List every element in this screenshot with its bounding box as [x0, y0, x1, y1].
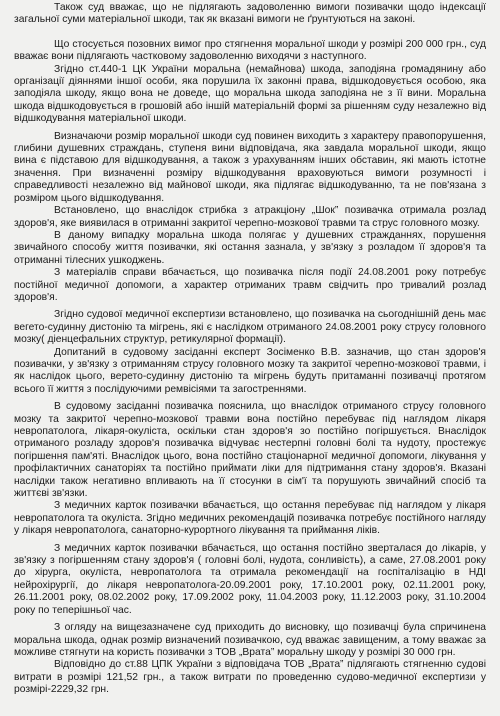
paragraph-6: В даному випадку моральна шкода полягає у душевних стражданнях, порушення звичайного способу життя позивачки, які остання зазнала, у зв'язку з розладом її здоров'я та отриманні тілесних ушкоджень.	[14, 229, 486, 266]
paragraph-1: Також суд вважає, що не підлягають задоволенню вимоги позивачки щодо індексації загальної суми матеріальної шкоди, так як вказані вимоги не ґрунтуються на законі.	[14, 2, 486, 26]
paragraph-2: Що стосується позовних вимог про стягнення моральної шкоди у розмірі 200 000 грн., суд вважає вони підлягають частковому задоволенню виходячи з наступного.	[14, 38, 486, 63]
paragraph-3: Згідно ст.440-1 ЦК України моральна (немайнова) шкода, заподіяна громадянину або організації діяннями іншої особи, яка порушила їх законні права, відшкодовується особою, яка заподіяла шкоду, якщо вона не доведе, що моральна шкода заподіяна не з її вини. Моральна шкода відшкодовується в грошовій або іншій матеріальній формі за рішенням суду незалежно від відшкодування матеріальної шкоди.	[14, 63, 486, 125]
paragraph-11: З медичних карток позивачки вбачається, що остання перебуває під наглядом у лікаря невропатолога та окуліста. Згідно медичних рекомендацій позивачка потребує постійного нагляду у лікаря невропатолога, санаторно-курортного лікування та приймання ліків.	[14, 500, 486, 537]
paragraph-7: З матеріалів справи вбачається, що позивачка після події 24.08.2001 року потребує постійної медичної допомоги, а характер отриманих травм свідчить про тривалий розлад здоров'я.	[14, 267, 486, 303]
paragraph-14: Відповідно до ст.88 ЦПК України з відповідача ТОВ „Врата” підлягають стягненню судові витрати в розмірі 121,52 грн., а також витрати по проведенню судово-медичної експертизи у розмірі-2229,32 грн.	[14, 659, 486, 696]
paragraph-13: З огляду на вищезазначене суд приходить до висновку, що позивачці була спричинена моральна шкода, однак розмір визначений позивачкою, суд вважає завищеним, а тому вважає за можливе стягнути на користь позивачки з ТОВ „Врата” моральну шкоду у розмірі 30 000 грн.	[14, 622, 486, 658]
paragraph-5: Встановлено, що внаслідок стрибка з атракціону „Шок” позивачка отримала розлад здоров'я, яке виявилася в отриманні закритої черепно-мозкової травми та струс головного мозку.	[14, 205, 486, 229]
paragraph-12: З медичних карток позивачки вбачається, що остання постійно зверталася до лікарів, у зв'язку з погіршенням стану здоров'я ( головні болі, нудота, сонливість), а саме, 27.08.2001 року до хірурга, окуліста, невропатолога та отримала рекомендації на госпіталізацію в НДІ нейрохірургії, до лікаря невропатолога-20.09.2001 року, 17.10.2001 року, 02.11.2001 року, 26.11.2001 року, 08.02.2002 року, 17.09.2002 року, 11.04.2003 року, 11.12.2003 року, 31.10.2004 року по теперішньої час.	[14, 542, 486, 616]
paragraph-4: Визначаючи розмір моральної шкоди суд повинен виходить з характеру правопорушення, глибини душевних страждань, ступеня вини відповідача, яка завдала моральної шкоди, якщо вина є підставою для відшкодування, а також з урахуванням інших обставин, які мають істотне значення. При визначенні розміру відшкодування враховуються вимоги розумності і справедливості незалежно від майнової шкоди, яка підлягає відшкодуванню, та не пов'язана з розміром цього відшкодування.	[14, 130, 486, 204]
paragraph-10: В судовому засіданні позивачка пояснила, що внаслідок отриманого струсу головного мозку та закритої черепно-мозкової травми вона постійно перебуває під наглядом лікаря невропатолога, лікаря-окуліста, оскільки стан здоров'я зо постійно погіршується. Внаслідок отриманого розладу здоров'я позивачка відчуває нестерпні головні болі та нудоту, простежує погіршення пам'яті. Внаслідок цього, вона постійно стаціонарної медичної допомоги, лікування у профілактичних санаторіях та постійно приймати ліки для підтримання стану здоров'я. Вказані наслідки також негативно впливають на її стосунки в сім'ї та порушують звичайний спосіб та життєві зв'язки.	[14, 401, 486, 500]
paragraph-9: Допитаний в судовому засіданні експерт Зосіменко В.В. зазначив, що стан здоров'я позивачки, у зв'язку з отриманням струсу головного мозку та закритої черепно-мозкової травми, і як наслідок цього, верето-судинну дистонію та мігрень будуть притаманні позивачці протягом всього її життя з послідуючими ремвісіями та загостреннями.	[14, 346, 486, 395]
paragraph-8: Згідно судової медичної експертизи встановлено, що позивачка на сьогоднішній день має вегето-судинну дистонію та мігрень, які є наслідком отриманого 24.08.2001 року струсу головного мозку( діенцефальних структур, ретикулярної формації).	[14, 309, 486, 346]
